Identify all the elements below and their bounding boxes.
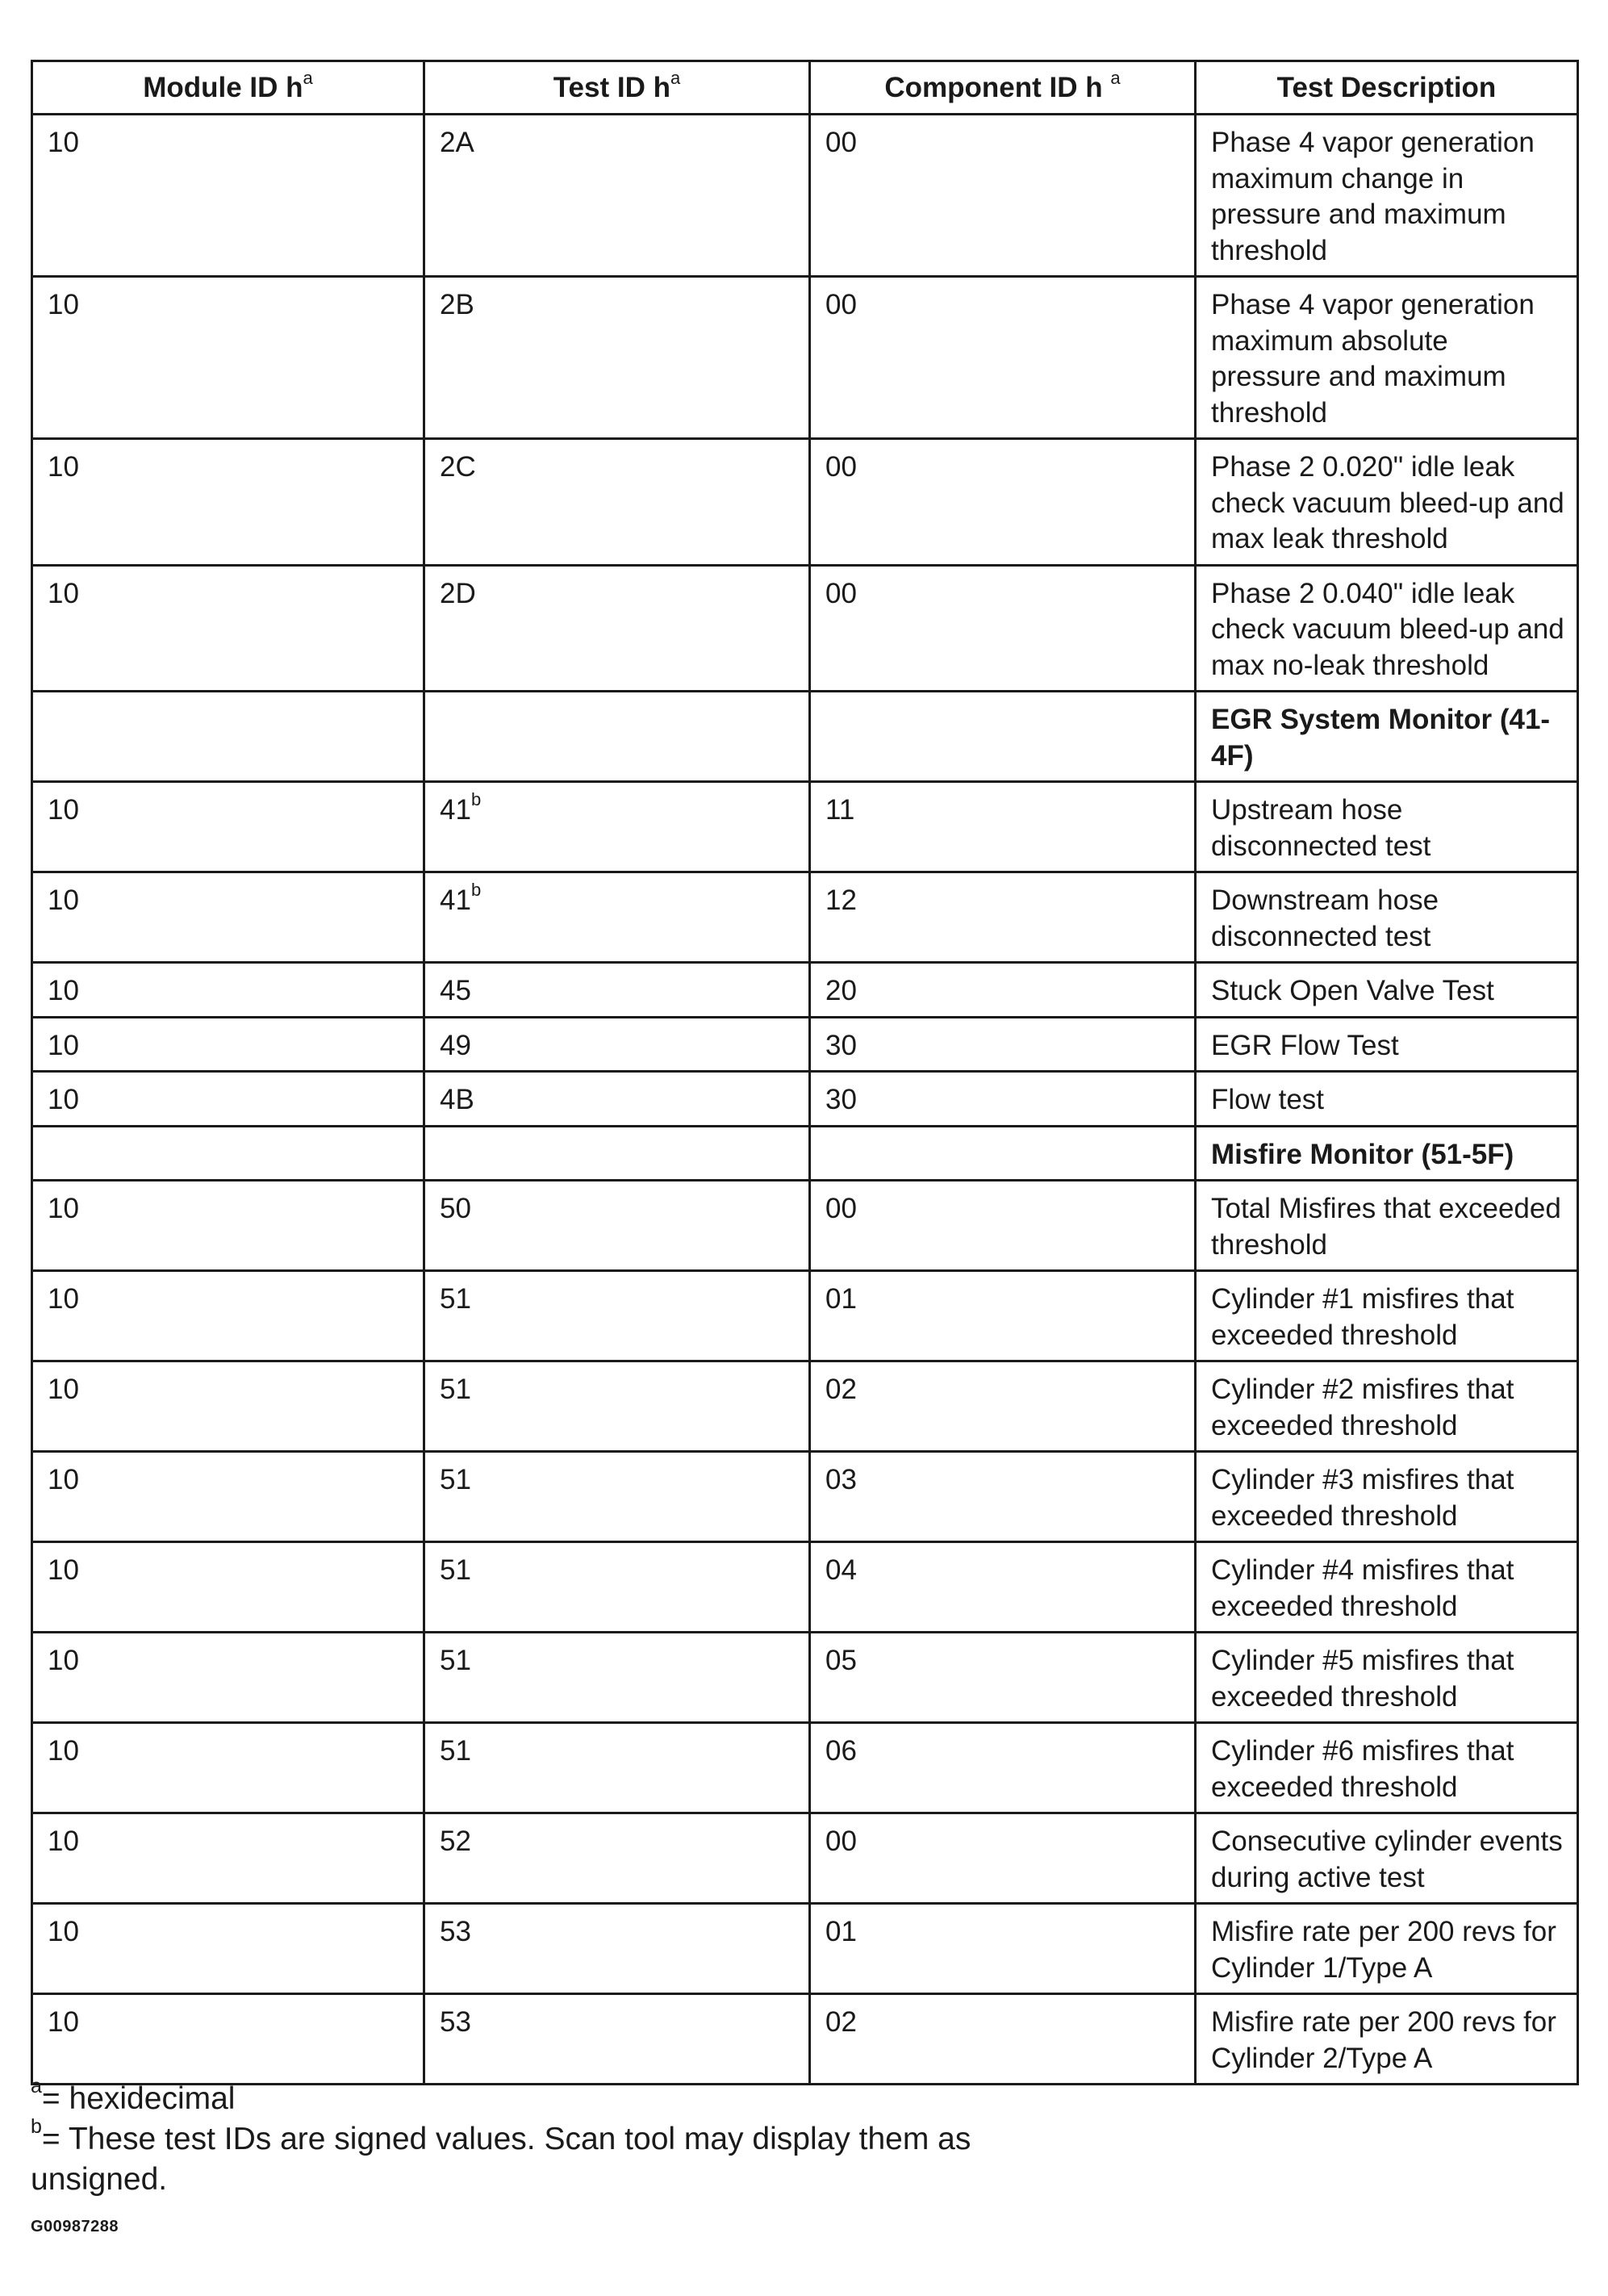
cell-test-description-value: Cylinder #6 misfires that exceeded threshold (1211, 1735, 1514, 1803)
cell-test-description-value: EGR Flow Test (1211, 1029, 1399, 1061)
cell-component-id (810, 1813, 1196, 1904)
cell-test-description (1196, 277, 1578, 439)
cell-component-id (810, 963, 1196, 1018)
header-test-id-label: Test ID h (553, 72, 670, 104)
cell-test-id (424, 1361, 810, 1452)
cell-test-description-value: Phase 2 0.040" idle leak check vacuum bleed-up and max no-leak threshold (1211, 577, 1564, 681)
cell-test-id-value: 51 (440, 1554, 471, 1586)
cell-test-id-footnote-mark: b (470, 789, 482, 810)
cell-module-id (32, 1452, 424, 1542)
cell-test-id (424, 782, 810, 872)
table-row (32, 1452, 1578, 1542)
cell-component-id (810, 1452, 1196, 1542)
cell-component-id (810, 565, 1196, 692)
cell-component-id (810, 1271, 1196, 1361)
cell-module-id (32, 1361, 424, 1452)
cell-test-description-value: Flow test (1211, 1084, 1325, 1115)
cell-module-id (32, 115, 424, 277)
cell-component-id-value: 00 (825, 289, 857, 320)
cell-component-id (810, 1633, 1196, 1723)
cell-test-id-footnote-mark: b (470, 880, 482, 901)
cell-test-description (1196, 1994, 1578, 2085)
cell-module-id (32, 1542, 424, 1633)
cell-component-id-value: 30 (825, 1029, 857, 1061)
cell-test-id-value: 51 (440, 1464, 471, 1495)
cell-component-id-value: 00 (825, 577, 857, 609)
cell-component-id-value: 03 (825, 1464, 857, 1495)
cell-test-id (424, 692, 810, 782)
cell-test-id-value: 50 (440, 1193, 471, 1224)
cell-test-description-value: Misfire Monitor (51-5F) (1211, 1138, 1514, 1170)
cell-test-description (1196, 439, 1578, 566)
cell-test-description (1196, 872, 1578, 963)
cell-test-id (424, 565, 810, 692)
cell-test-id-value: 41 (440, 794, 471, 826)
cell-module-id (32, 1994, 424, 2085)
test-id-table (31, 60, 1579, 2085)
table-row (32, 872, 1578, 963)
cell-module-id-value: 10 (48, 1193, 79, 1224)
cell-module-id-value: 10 (48, 1464, 79, 1495)
cell-module-id-value: 10 (48, 1645, 79, 1676)
footnote-b-text: = These test IDs are signed values. Scan tool may display them as unsigned. (31, 2122, 971, 2197)
cell-test-id-value: 49 (440, 1029, 471, 1061)
cell-test-description-value: Consecutive cylinder events during active test (1211, 1826, 1563, 1893)
cell-component-id-value: 02 (825, 2006, 857, 2038)
header-module-id-footnote-mark: a (303, 67, 313, 88)
cell-module-id (32, 692, 424, 782)
cell-test-id (424, 1181, 810, 1271)
cell-test-description-value: Cylinder #2 misfires that exceeded threshold (1211, 1374, 1514, 1441)
cell-module-id-value: 10 (48, 451, 79, 483)
table-row (32, 439, 1578, 566)
cell-test-id (424, 872, 810, 963)
cell-module-id-value: 10 (48, 1029, 79, 1061)
cell-test-description-value: Stuck Open Valve Test (1211, 975, 1494, 1006)
cell-test-description (1196, 1072, 1578, 1127)
cell-module-id-value: 10 (48, 1283, 79, 1315)
header-module-id (32, 61, 424, 115)
cell-module-id (32, 1181, 424, 1271)
cell-test-id (424, 1126, 810, 1181)
cell-test-id (424, 1633, 810, 1723)
cell-test-description-value: Cylinder #1 misfires that exceeded threshold (1211, 1283, 1514, 1351)
cell-test-description (1196, 1271, 1578, 1361)
cell-test-id (424, 439, 810, 566)
cell-module-id-value: 10 (48, 577, 79, 609)
cell-component-id (810, 1904, 1196, 1994)
cell-component-id (810, 1994, 1196, 2085)
cell-component-id-value: 00 (825, 1826, 857, 1857)
table-header-row (32, 61, 1578, 115)
cell-module-id-value: 10 (48, 1084, 79, 1115)
cell-component-id-value: 00 (825, 127, 857, 158)
cell-module-id (32, 1271, 424, 1361)
cell-test-id-value: 52 (440, 1826, 471, 1857)
cell-module-id (32, 963, 424, 1018)
cell-test-description (1196, 1723, 1578, 1813)
cell-module-id-value: 10 (48, 1554, 79, 1586)
cell-test-id (424, 1723, 810, 1813)
table-body (32, 115, 1578, 2085)
cell-test-id-value: 2B (440, 289, 474, 320)
cell-test-id-value: 51 (440, 1645, 471, 1676)
cell-component-id (810, 115, 1196, 277)
cell-test-description-value: Phase 2 0.020" idle leak check vacuum bleed-up and max leak threshold (1211, 451, 1564, 554)
cell-test-id-value: 2A (440, 127, 474, 158)
cell-module-id-value: 10 (48, 885, 79, 916)
cell-component-id (810, 692, 1196, 782)
cell-test-id (424, 1452, 810, 1542)
footnote-a-text: = hexidecimal (41, 2081, 236, 2116)
cell-test-description-value: Downstream hose disconnected test (1211, 885, 1439, 952)
cell-module-id (32, 1126, 424, 1181)
cell-module-id (32, 1904, 424, 1994)
table-row (32, 1361, 1578, 1452)
cell-test-description-value: Upstream hose disconnected test (1211, 794, 1431, 862)
cell-test-id-value: 51 (440, 1283, 471, 1315)
cell-test-id (424, 1017, 810, 1072)
cell-component-id-value: 01 (825, 1916, 857, 1947)
cell-test-description (1196, 1633, 1578, 1723)
table-row (32, 565, 1578, 692)
cell-test-id (424, 1904, 810, 1994)
cell-test-id (424, 277, 810, 439)
cell-component-id-value: 12 (825, 885, 857, 916)
cell-component-id-value: 05 (825, 1645, 857, 1676)
figure-id: G00987288 (31, 2218, 119, 2235)
table-row (32, 1723, 1578, 1813)
table-row (32, 1633, 1578, 1723)
cell-module-id (32, 565, 424, 692)
cell-test-description-value: Total Misfires that exceeded threshold (1211, 1193, 1561, 1261)
table-section-row (32, 692, 1578, 782)
cell-component-id-value: 11 (825, 794, 855, 826)
table-row (32, 115, 1578, 277)
cell-test-description (1196, 115, 1578, 277)
test-id-table-container (31, 60, 1577, 2085)
cell-module-id (32, 1072, 424, 1127)
cell-test-id (424, 1813, 810, 1904)
header-test-description (1196, 61, 1578, 115)
cell-component-id-value: 06 (825, 1735, 857, 1767)
cell-test-id (424, 963, 810, 1018)
cell-test-id-value: 51 (440, 1735, 471, 1767)
footnote-b-mark: b (31, 2115, 42, 2138)
cell-test-description-value: Phase 4 vapor generation maximum absolute pressure and maximum threshold (1211, 289, 1535, 429)
cell-module-id-value: 10 (48, 289, 79, 320)
header-component-id-footnote-mark: a (1110, 67, 1121, 88)
cell-test-id-value: 2C (440, 451, 476, 483)
cell-module-id (32, 872, 424, 963)
cell-module-id-value: 10 (48, 1826, 79, 1857)
cell-module-id-value: 10 (48, 1374, 79, 1405)
cell-test-id (424, 1072, 810, 1127)
cell-test-description (1196, 1452, 1578, 1542)
table-row (32, 963, 1578, 1018)
cell-test-description (1196, 692, 1578, 782)
table-section-row (32, 1126, 1578, 1181)
cell-test-description (1196, 565, 1578, 692)
cell-test-id-value: 4B (440, 1084, 474, 1115)
cell-module-id-value: 10 (48, 127, 79, 158)
cell-test-id-value: 2D (440, 577, 476, 609)
cell-test-description (1196, 1813, 1578, 1904)
cell-module-id (32, 782, 424, 872)
cell-component-id-value: 20 (825, 975, 857, 1006)
table-row (32, 1017, 1578, 1072)
cell-test-description (1196, 1904, 1578, 1994)
cell-module-id-value: 10 (48, 1916, 79, 1947)
cell-component-id (810, 439, 1196, 566)
cell-test-id (424, 1271, 810, 1361)
cell-test-description (1196, 963, 1578, 1018)
footnote-a-mark: a (31, 2075, 42, 2097)
cell-test-description-value: Misfire rate per 200 revs for Cylinder 1/Type A (1211, 1916, 1556, 1984)
cell-component-id-value: 00 (825, 1193, 857, 1224)
table-row (32, 1181, 1578, 1271)
cell-test-id-value: 53 (440, 1916, 471, 1947)
cell-component-id-value: 04 (825, 1554, 857, 1586)
cell-component-id (810, 1723, 1196, 1813)
cell-test-description-value: EGR System Monitor (41-4F) (1211, 704, 1551, 772)
cell-component-id-value: 01 (825, 1283, 857, 1315)
header-test-id-footnote-mark: a (670, 67, 681, 88)
cell-test-description (1196, 1017, 1578, 1072)
cell-component-id (810, 1361, 1196, 1452)
cell-module-id (32, 439, 424, 566)
table-row (32, 1904, 1578, 1994)
cell-module-id-value: 10 (48, 2006, 79, 2038)
cell-test-id-value: 41 (440, 885, 471, 916)
cell-component-id (810, 782, 1196, 872)
table-row (32, 782, 1578, 872)
table-row (32, 1542, 1578, 1633)
cell-module-id (32, 1017, 424, 1072)
cell-module-id (32, 1813, 424, 1904)
cell-test-description-value: Misfire rate per 200 revs for Cylinder 2/Type A (1211, 2006, 1556, 2074)
table-row (32, 1072, 1578, 1127)
cell-test-description-value: Cylinder #4 misfires that exceeded threshold (1211, 1554, 1514, 1622)
header-component-id (810, 61, 1196, 115)
table-row (32, 1271, 1578, 1361)
cell-test-id (424, 115, 810, 277)
cell-component-id-value: 02 (825, 1374, 857, 1405)
cell-test-id (424, 1542, 810, 1633)
cell-test-description-value: Cylinder #5 misfires that exceeded threshold (1211, 1645, 1514, 1713)
cell-component-id (810, 1072, 1196, 1127)
header-test-id (424, 61, 810, 115)
cell-test-description (1196, 1181, 1578, 1271)
cell-module-id (32, 277, 424, 439)
footnote-a (31, 2075, 999, 2119)
header-test-description-label: Test Description (1276, 72, 1497, 104)
cell-test-id-value: 53 (440, 2006, 471, 2038)
cell-module-id-value: 10 (48, 975, 79, 1006)
cell-component-id-value: 00 (825, 451, 857, 483)
cell-test-description (1196, 1126, 1578, 1181)
cell-test-description (1196, 1361, 1578, 1452)
cell-component-id (810, 277, 1196, 439)
footnotes (31, 2075, 999, 2200)
cell-component-id (810, 1181, 1196, 1271)
cell-component-id (810, 872, 1196, 963)
table-row (32, 277, 1578, 439)
cell-module-id (32, 1633, 424, 1723)
header-module-id-label: Module ID h (143, 72, 303, 104)
cell-module-id-value: 10 (48, 1735, 79, 1767)
cell-test-description-value: Cylinder #3 misfires that exceeded threshold (1211, 1464, 1514, 1532)
cell-component-id (810, 1017, 1196, 1072)
cell-test-description-value: Phase 4 vapor generation maximum change in pressure and maximum threshold (1211, 127, 1535, 266)
cell-component-id (810, 1542, 1196, 1633)
cell-test-id-value: 51 (440, 1374, 471, 1405)
cell-component-id-value: 30 (825, 1084, 857, 1115)
footnote-b (31, 2115, 999, 2200)
cell-test-description (1196, 782, 1578, 872)
header-component-id-label: Component ID h (884, 72, 1111, 104)
cell-module-id (32, 1723, 424, 1813)
cell-test-id (424, 1994, 810, 2085)
cell-test-id-value: 45 (440, 975, 471, 1006)
cell-component-id (810, 1126, 1196, 1181)
cell-module-id-value: 10 (48, 794, 79, 826)
table-row (32, 1813, 1578, 1904)
table-row (32, 1994, 1578, 2085)
cell-test-description (1196, 1542, 1578, 1633)
